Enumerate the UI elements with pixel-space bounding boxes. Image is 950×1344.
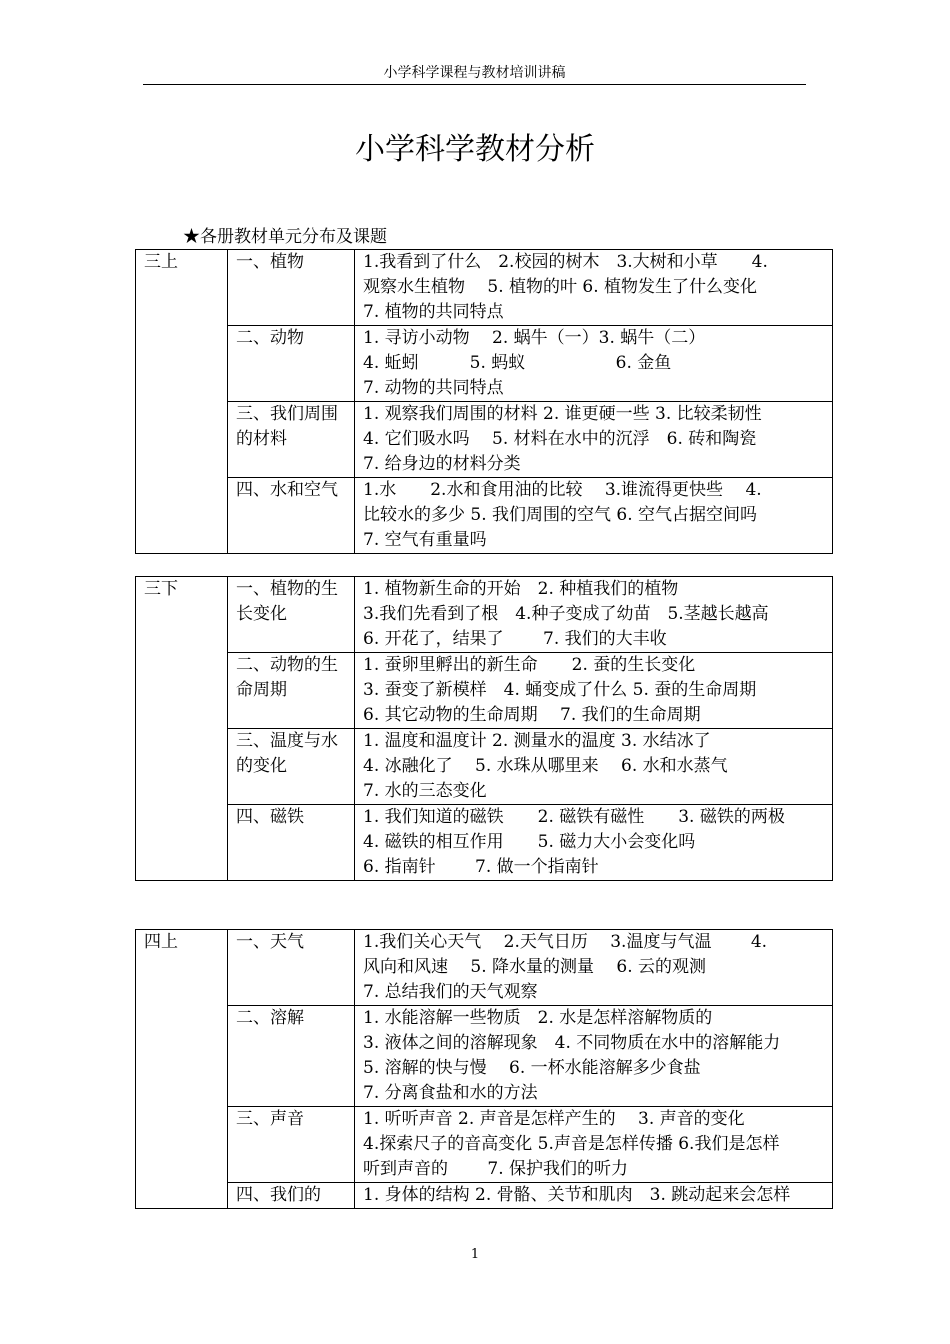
table-row [136,402,833,478]
lessons-cell [355,1183,833,1209]
table-row [136,1107,833,1183]
lesson-line: 1. 听听声音 2. 声音是怎样产生的 3. 声音的变化 [363,1109,745,1129]
lesson-line: 3. 液体之间的溶解现象 4. 不同物质在水中的溶解能力 [363,1033,781,1053]
unit-name-cell: 一、植物 [228,250,355,326]
lesson-line: 1. 水能溶解一些物质 2. 水是怎样溶解物质的 [363,1008,713,1028]
document-title: 小学科学教材分析 [355,132,595,167]
lessons-cell [355,930,833,1006]
page-number: 1 [470,1247,480,1262]
lesson-line: 3.我们先看到了根 4.种子变成了幼苗 5.茎越长越高 [363,604,769,624]
lesson-line: 3. 蚕变了新模样 4. 蛹变成了什么 5. 蚕的生命周期 [363,680,757,700]
table-row [136,1006,833,1107]
unit-table-grade3-first [135,249,833,554]
unit-name-cell: 二、动物 [228,326,355,402]
table-row [136,805,833,881]
lesson-line: 1. 蚕卵里孵出的新生命 2. 蚕的生长变化 [363,655,696,675]
unit-table-grade3-second [135,576,833,881]
running-header: 小学科学课程与教材培训讲稿 [143,62,806,85]
grade-cell: 三上 [136,250,228,554]
lesson-line: 1. 身体的结构 2. 骨骼、关节和肌肉 3. 跳动起来会怎样 [363,1185,791,1205]
lesson-line: 4. 蚯蚓 5. 蚂蚁 6. 金鱼 [363,353,672,373]
lessons-cell [355,1107,833,1183]
lessons-cell [355,577,833,653]
lesson-line: 1.我看到了什么 2.校园的树木 3.大树和小草 4. [363,252,768,272]
lesson-line: 7. 植物的共同特点 [363,302,504,322]
table-row [136,577,833,653]
lesson-line: 7. 水的三态变化 [363,781,487,801]
lessons-cell [355,478,833,554]
unit-name-cell: 二、动物的生命周期 [228,653,355,729]
unit-name-cell: 四、水和空气 [228,478,355,554]
lesson-line: 4.探索尺子的音高变化 5.声音是怎样传播 6.我们是怎样 [363,1134,780,1154]
lessons-cell [355,402,833,478]
lesson-line: 7. 动物的共同特点 [363,378,504,398]
lesson-line: 6. 其它动物的生命周期 7. 我们的生命周期 [363,705,701,725]
lesson-line: 1.水 2.水和食用油的比较 3.谁流得更快些 4. [363,480,762,500]
lesson-line: 1. 植物新生命的开始 2. 种植我们的植物 [363,579,679,599]
section-heading: ★各册教材单元分布及课题 [183,227,387,247]
unit-name-cell: 一、植物的生长变化 [228,577,355,653]
lessons-cell [355,326,833,402]
unit-table-grade4-first [135,929,833,1209]
lesson-line: 听到声音的 7. 保护我们的听力 [363,1159,629,1179]
table-row [136,326,833,402]
table-row [136,250,833,326]
unit-name-cell: 一、天气 [228,930,355,1006]
table-row [136,729,833,805]
lesson-line: 7. 总结我们的天气观察 [363,982,538,1002]
table-row [136,930,833,1006]
lesson-line: 4. 冰融化了 5. 水珠从哪里来 6. 水和水蒸气 [363,756,728,776]
lesson-line: 比较水的多少 5. 我们周围的空气 6. 空气占据空间吗 [363,505,758,525]
lessons-cell [355,729,833,805]
lesson-line: 6. 开花了，结果了 7. 我们的大丰收 [363,629,667,649]
lesson-line: 1. 温度和温度计 2. 测量水的温度 3. 水结冰了 [363,731,711,751]
lesson-line: 7. 分离食盐和水的方法 [363,1083,538,1103]
lesson-line: 1. 我们知道的磁铁 2. 磁铁有磁性 3. 磁铁的两极 [363,807,785,827]
lesson-line: 5. 溶解的快与慢 6. 一杯水能溶解多少食盐 [363,1058,701,1078]
grade-cell: 四上 [136,930,228,1209]
unit-name-cell: 三、我们周围的材料 [228,402,355,478]
lesson-line: 观察水生植物 5. 植物的叶 6. 植物发生了什么变化 [363,277,758,297]
unit-name-cell: 三、声音 [228,1107,355,1183]
lesson-line: 1. 寻访小动物 2. 蜗牛（一）3. 蜗牛（二） [363,328,706,348]
lesson-line: 4. 它们吸水吗 5. 材料在水中的沉浮 6. 砖和陶瓷 [363,429,757,449]
table-row [136,653,833,729]
unit-name-cell: 二、溶解 [228,1006,355,1107]
unit-name-cell: 四、我们的 [228,1183,355,1209]
lesson-line: 7. 给身边的材料分类 [363,454,521,474]
lessons-cell [355,1006,833,1107]
grade-cell: 三下 [136,577,228,881]
unit-name-cell: 四、磁铁 [228,805,355,881]
lesson-line: 1.我们关心天气 2.天气日历 3.温度与气温 4. [363,932,768,952]
lessons-cell [355,653,833,729]
lessons-cell [355,250,833,326]
lesson-line: 风向和风速 5. 降水量的测量 6. 云的观测 [363,957,707,977]
lesson-line: 1. 观察我们周围的材料 2. 谁更硬一些 3. 比较柔韧性 [363,404,762,424]
lesson-line: 7. 空气有重量吗 [363,530,487,550]
lessons-cell [355,805,833,881]
table-row [136,478,833,554]
table-row [136,1183,833,1209]
lesson-line: 4. 磁铁的相互作用 5. 磁力大小会变化吗 [363,832,696,852]
lesson-line: 6. 指南针 7. 做一个指南针 [363,857,599,877]
unit-name-cell: 三、温度与水的变化 [228,729,355,805]
